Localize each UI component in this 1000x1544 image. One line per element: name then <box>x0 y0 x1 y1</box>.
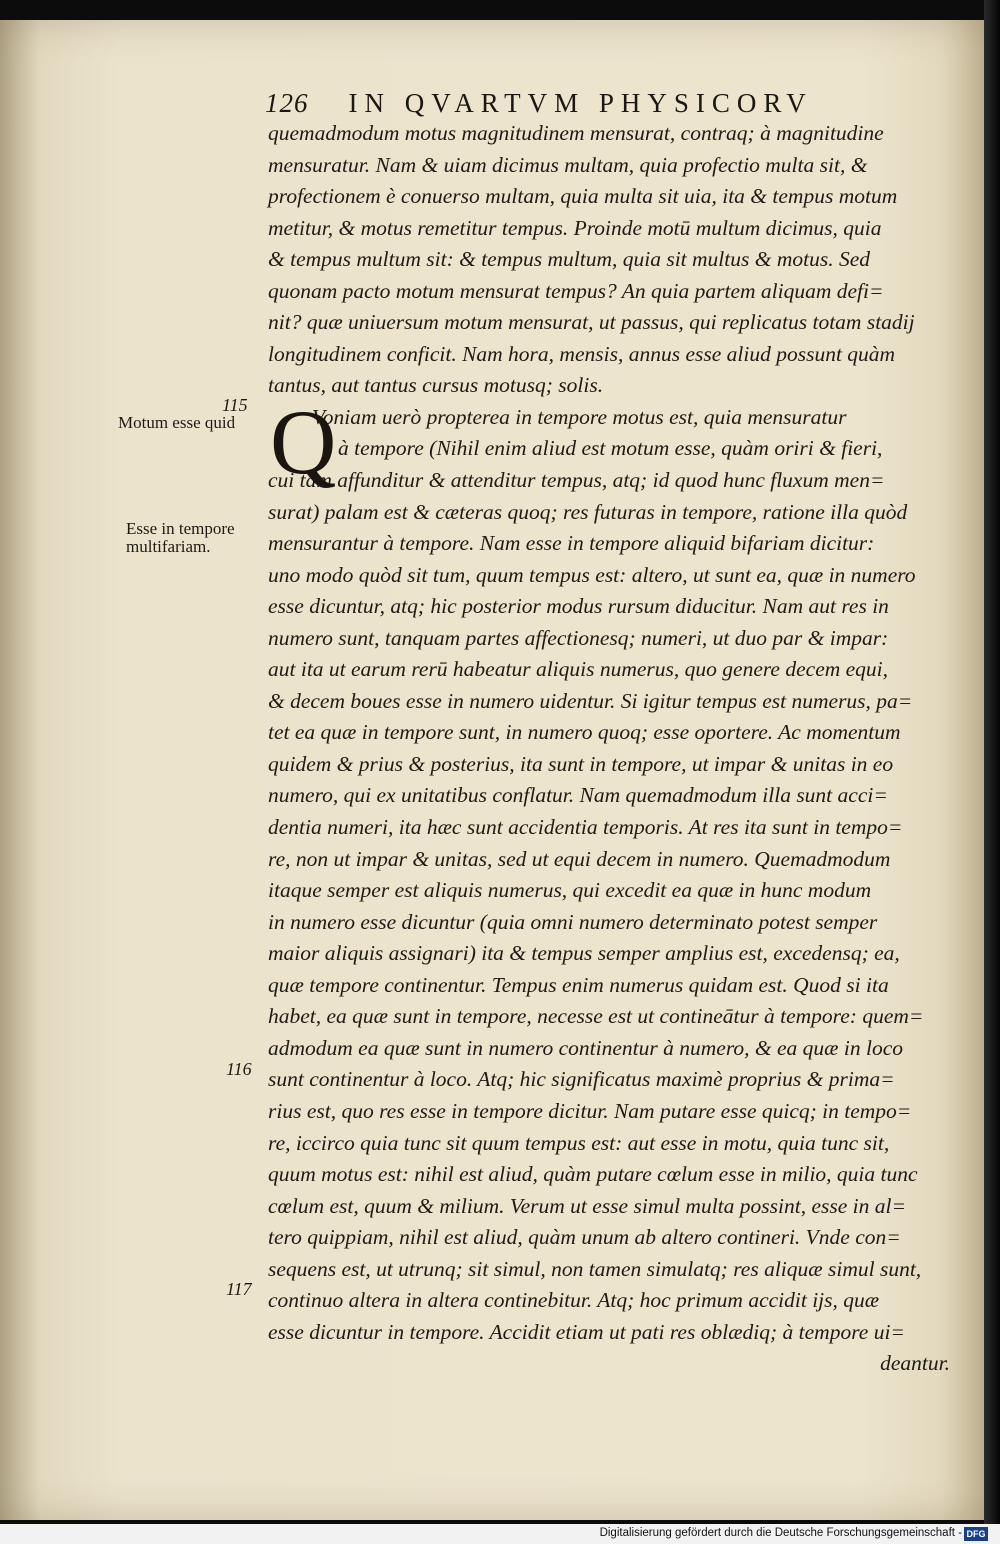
text-line: in numero esse dicuntur (quia omni numero determinato potest semper <box>268 909 878 934</box>
margin-note-esse-b: multifariam. <box>126 537 211 556</box>
text-line: itaque semper est aliquis numerus, qui excedit ea quæ in hunc modum <box>268 878 872 903</box>
text-line: metitur, & motus remetitur tempus. Proinde motū multum dicimus, quia <box>268 215 882 240</box>
text-line: mensurantur à tempore. Nam esse in tempore aliquid bifariam dicitur: <box>268 531 875 556</box>
text-line: surat) palam est & cæteras quoq; res futuras in tempore, ratione illa quòd <box>268 499 908 524</box>
dfg-logo: DFG <box>964 1527 988 1541</box>
text-line: quidem & prius & posterius, ita sunt in tempore, ut impar & unitas in eo <box>268 751 894 776</box>
margin-number-117: 117 <box>226 1279 252 1299</box>
text-line: admodum ea quæ sunt in numero continentur à numero, & ea quæ in loco <box>268 1035 903 1060</box>
text-line: cœlum est, quum & milium. Verum ut esse simul multa possint, esse in al= <box>268 1193 906 1218</box>
drop-capital: Q <box>270 391 337 493</box>
text-line: & decem boues esse in numero uidentur. Si igitur tempus est numerus, pa= <box>268 688 913 713</box>
text-line: longitudinem conficit. Nam hora, mensis, annus esse aliud possunt quàm <box>268 341 896 366</box>
text-line: rius est, quo res esse in tempore dicitur. Nam putare esse quicq; in tempo= <box>268 1098 912 1123</box>
text-line: sunt continentur à loco. Atq; hic significatus maximè proprius & prima= <box>268 1067 895 1092</box>
text-line: continuo altera in altera continebitur. Atq; hoc primum accidit ijs, quæ <box>268 1288 880 1313</box>
text-line: esse dicuntur, atq; hic posterior modus rursum diducitur. Nam aut res in <box>268 594 889 619</box>
paragraph-1 <box>268 118 958 402</box>
text-line: re, non ut impar & unitas, sed ut equi decem in numero. Quemadmodum <box>268 846 891 871</box>
text-line: mensuratur. Nam & uiam dicimus multam, quia profectio multa sit, & <box>268 152 868 177</box>
text-line: quæ tempore continentur. Tempus enim numerus quidam est. Quod si ita <box>268 972 889 997</box>
funding-notice: Digitalisierung gefördert durch die Deutsche Forschungsgemeinschaft - <box>599 1527 962 1539</box>
text-line: quemadmodum motus magnitudinem mensurat, contraq; à magnitudine <box>268 121 884 145</box>
text-line: aut ita ut earum rerū habeatur aliquis numerus, quo genere decem equi, <box>268 657 889 682</box>
page-number: 126 <box>265 88 309 118</box>
text-line: habet, ea quæ sunt in tempore, necesse est ut contineātur à tempore: quem= <box>268 1004 924 1029</box>
text-line: esse dicuntur in tempore. Accidit etiam ut pati res oblædiq; à tempore ui= <box>268 1319 905 1344</box>
text-line: & tempus multum sit: & tempus multum, quia sit multus & motus. Sed <box>268 247 870 272</box>
text-line: maior aliquis assignari) ita & tempus semper amplius est, excedensq; ea, <box>268 941 900 966</box>
text-line: nit? quæ uniuersum motum mensurat, ut passus, qui replicatus totam stadij <box>268 310 915 335</box>
paragraph-2 <box>268 402 958 1380</box>
margin-note-esse-a: Esse in tempore <box>126 519 235 538</box>
text-line: dentia numeri, ita hæc sunt accidentia temporis. At res ita sunt in tempo= <box>268 815 903 840</box>
text-line: sequens est, ut utrunq; sit simul, non tamen simulatq; res aliquæ simul sunt, <box>268 1256 922 1281</box>
text-line: tero quippiam, nihil est aliud, quàm unum ab altero contineri. Vnde con= <box>268 1225 901 1250</box>
text-line: numero sunt, tanquam partes affectionesq; numeri, ut duo par & impar: <box>268 625 889 650</box>
text-line: tet ea quæ in tempore sunt, in numero quoq; esse oportere. Ac momentum <box>268 720 901 745</box>
text-line-catchword: deantur. <box>880 1351 950 1376</box>
margin-number-116: 116 <box>226 1059 252 1079</box>
running-title: IN QVARTVM PHYSICORV <box>348 88 813 118</box>
text-line: tantus, aut tantus cursus motusq; solis. <box>268 373 604 398</box>
text-line: cui tam affunditur & attenditur tempus, atq; id quod hunc fluxum men= <box>268 468 885 493</box>
text-line: numero, qui ex unitatibus conflatur. Nam quemadmodum illa sunt acci= <box>268 783 888 808</box>
margin-number-115: 115 <box>222 395 248 415</box>
page-edge-shadow <box>984 0 1000 1544</box>
margin-note-motum: Motum esse quid <box>118 413 236 432</box>
text-line: uno modo quòd sit tum, quum tempus est: altero, ut sunt ea, quæ in numero <box>268 562 916 587</box>
text-line: profectionem è conuerso multam, quia multa sit uia, ita & tempus motum <box>268 184 898 209</box>
running-header <box>265 88 955 119</box>
main-text-block <box>268 118 958 1380</box>
text-line: quonam pacto motum mensurat tempus? An quia partem aliquam defi= <box>268 278 884 303</box>
text-line: re, iccirco quia tunc sit quum tempus est: aut esse in motu, quia tunc sit, <box>268 1130 890 1155</box>
text-line: à tempore (Nihil enim aliud est motum esse, quàm oriri & fieri, <box>338 436 883 461</box>
text-line: quum motus est: nihil est aliud, quàm putare cœlum esse in milio, quia tunc <box>268 1162 918 1187</box>
text-line: Voniam uerò propterea in tempore motus est, quia mensuratur <box>312 404 847 429</box>
